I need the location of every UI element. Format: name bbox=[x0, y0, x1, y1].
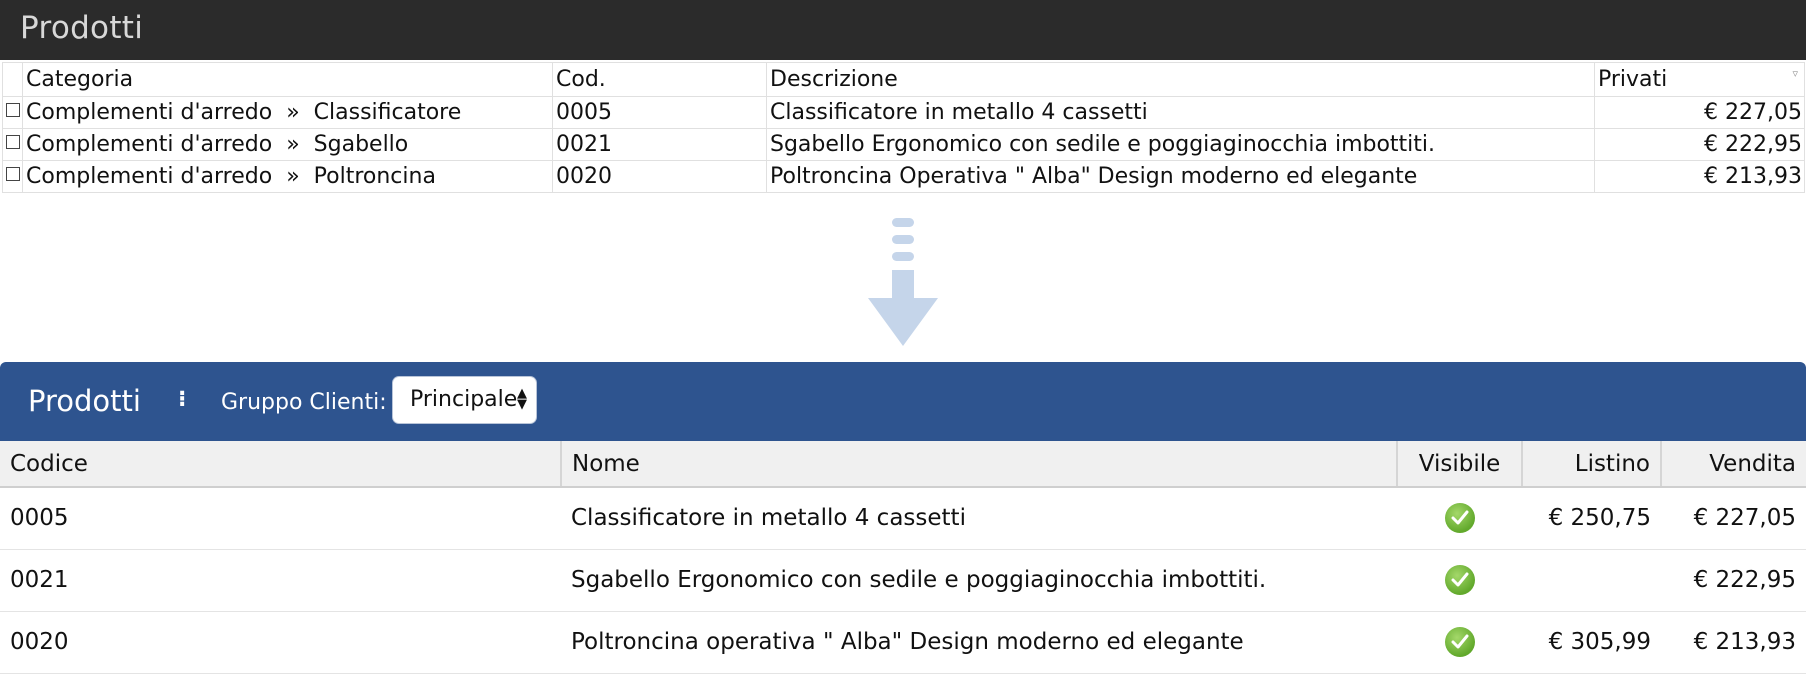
description-cell: Classificatore in metallo 4 cassetti bbox=[767, 97, 1595, 129]
vertical-dots-menu-icon[interactable]: ⁝ bbox=[178, 387, 187, 412]
description-cell: Poltroncina Operativa " Alba" Design moderno ed elegante bbox=[767, 161, 1595, 193]
old-col-privati[interactable]: Privati ▿ bbox=[1595, 63, 1805, 97]
table-row[interactable] bbox=[0, 549, 1806, 611]
price-cell: € 227,05 bbox=[1595, 97, 1805, 129]
table-row[interactable] bbox=[3, 97, 1805, 129]
list-price-cell bbox=[1522, 549, 1661, 611]
col-listino[interactable]: Listino bbox=[1522, 441, 1661, 487]
old-panel-header bbox=[0, 0, 1806, 60]
list-price-cell: € 250,75 bbox=[1522, 487, 1661, 549]
code-cell: 0021 bbox=[0, 549, 561, 611]
new-panel-title: Prodotti bbox=[28, 384, 141, 418]
table-row[interactable] bbox=[3, 129, 1805, 161]
green-check-icon[interactable] bbox=[1445, 565, 1475, 595]
new-table-header-row bbox=[0, 441, 1806, 487]
description-cell: Sgabello Ergonomico con sedile e poggiaginocchia imbottiti. bbox=[767, 129, 1595, 161]
row-checkbox[interactable] bbox=[6, 167, 20, 181]
visible-cell bbox=[1397, 611, 1522, 673]
col-vendita[interactable]: Vendita bbox=[1661, 441, 1806, 487]
old-col-categoria[interactable]: Categoria bbox=[23, 63, 553, 97]
name-cell: Classificatore in metallo 4 cassetti bbox=[561, 487, 1397, 549]
code-cell: 0021 bbox=[553, 129, 767, 161]
row-checkbox[interactable] bbox=[6, 103, 20, 117]
category-cell: Complementi d'arredo » Poltroncina bbox=[23, 161, 553, 193]
new-panel-header bbox=[0, 362, 1806, 441]
down-arrow-icon bbox=[868, 216, 938, 346]
category-cell: Complementi d'arredo » Sgabello bbox=[23, 129, 553, 161]
code-cell: 0005 bbox=[0, 487, 561, 549]
row-checkbox[interactable] bbox=[6, 135, 20, 149]
name-cell: Sgabello Ergonomico con sedile e poggiaginocchia imbottiti. bbox=[561, 549, 1397, 611]
col-visibile[interactable]: Visibile bbox=[1397, 441, 1522, 487]
code-cell: 0020 bbox=[0, 611, 561, 673]
customer-group-label: Gruppo Clienti: bbox=[221, 390, 387, 415]
table-row[interactable] bbox=[0, 487, 1806, 549]
old-table-header-row bbox=[3, 63, 1805, 97]
visible-cell bbox=[1397, 549, 1522, 611]
code-cell: 0020 bbox=[553, 161, 767, 193]
old-products-table bbox=[2, 62, 1805, 193]
new-products-table bbox=[0, 441, 1806, 674]
sale-price-cell: € 227,05 bbox=[1661, 487, 1806, 549]
sale-price-cell: € 222,95 bbox=[1661, 549, 1806, 611]
table-row[interactable] bbox=[3, 161, 1805, 193]
price-cell: € 213,93 bbox=[1595, 161, 1805, 193]
col-codice[interactable]: Codice bbox=[0, 441, 561, 487]
green-check-icon[interactable] bbox=[1445, 627, 1475, 657]
old-col-descrizione[interactable]: Descrizione bbox=[767, 63, 1595, 97]
old-panel-title: Prodotti bbox=[20, 10, 144, 46]
name-cell: Poltroncina operativa " Alba" Design moderno ed elegante bbox=[561, 611, 1397, 673]
list-price-cell: € 305,99 bbox=[1522, 611, 1661, 673]
table-row[interactable] bbox=[0, 611, 1806, 673]
select-updown-icon: ▲ ▼ bbox=[517, 386, 527, 412]
sort-triangle-icon[interactable]: ▿ bbox=[1792, 67, 1798, 80]
category-cell: Complementi d'arredo » Classificatore bbox=[23, 97, 553, 129]
visible-cell bbox=[1397, 487, 1522, 549]
code-cell: 0005 bbox=[553, 97, 767, 129]
old-col-cod[interactable]: Cod. bbox=[553, 63, 767, 97]
green-check-icon[interactable] bbox=[1445, 503, 1475, 533]
sale-price-cell: € 213,93 bbox=[1661, 611, 1806, 673]
customer-group-select[interactable]: Principale ▲ ▼ bbox=[392, 376, 537, 424]
col-nome[interactable]: Nome bbox=[561, 441, 1397, 487]
price-cell: € 222,95 bbox=[1595, 129, 1805, 161]
